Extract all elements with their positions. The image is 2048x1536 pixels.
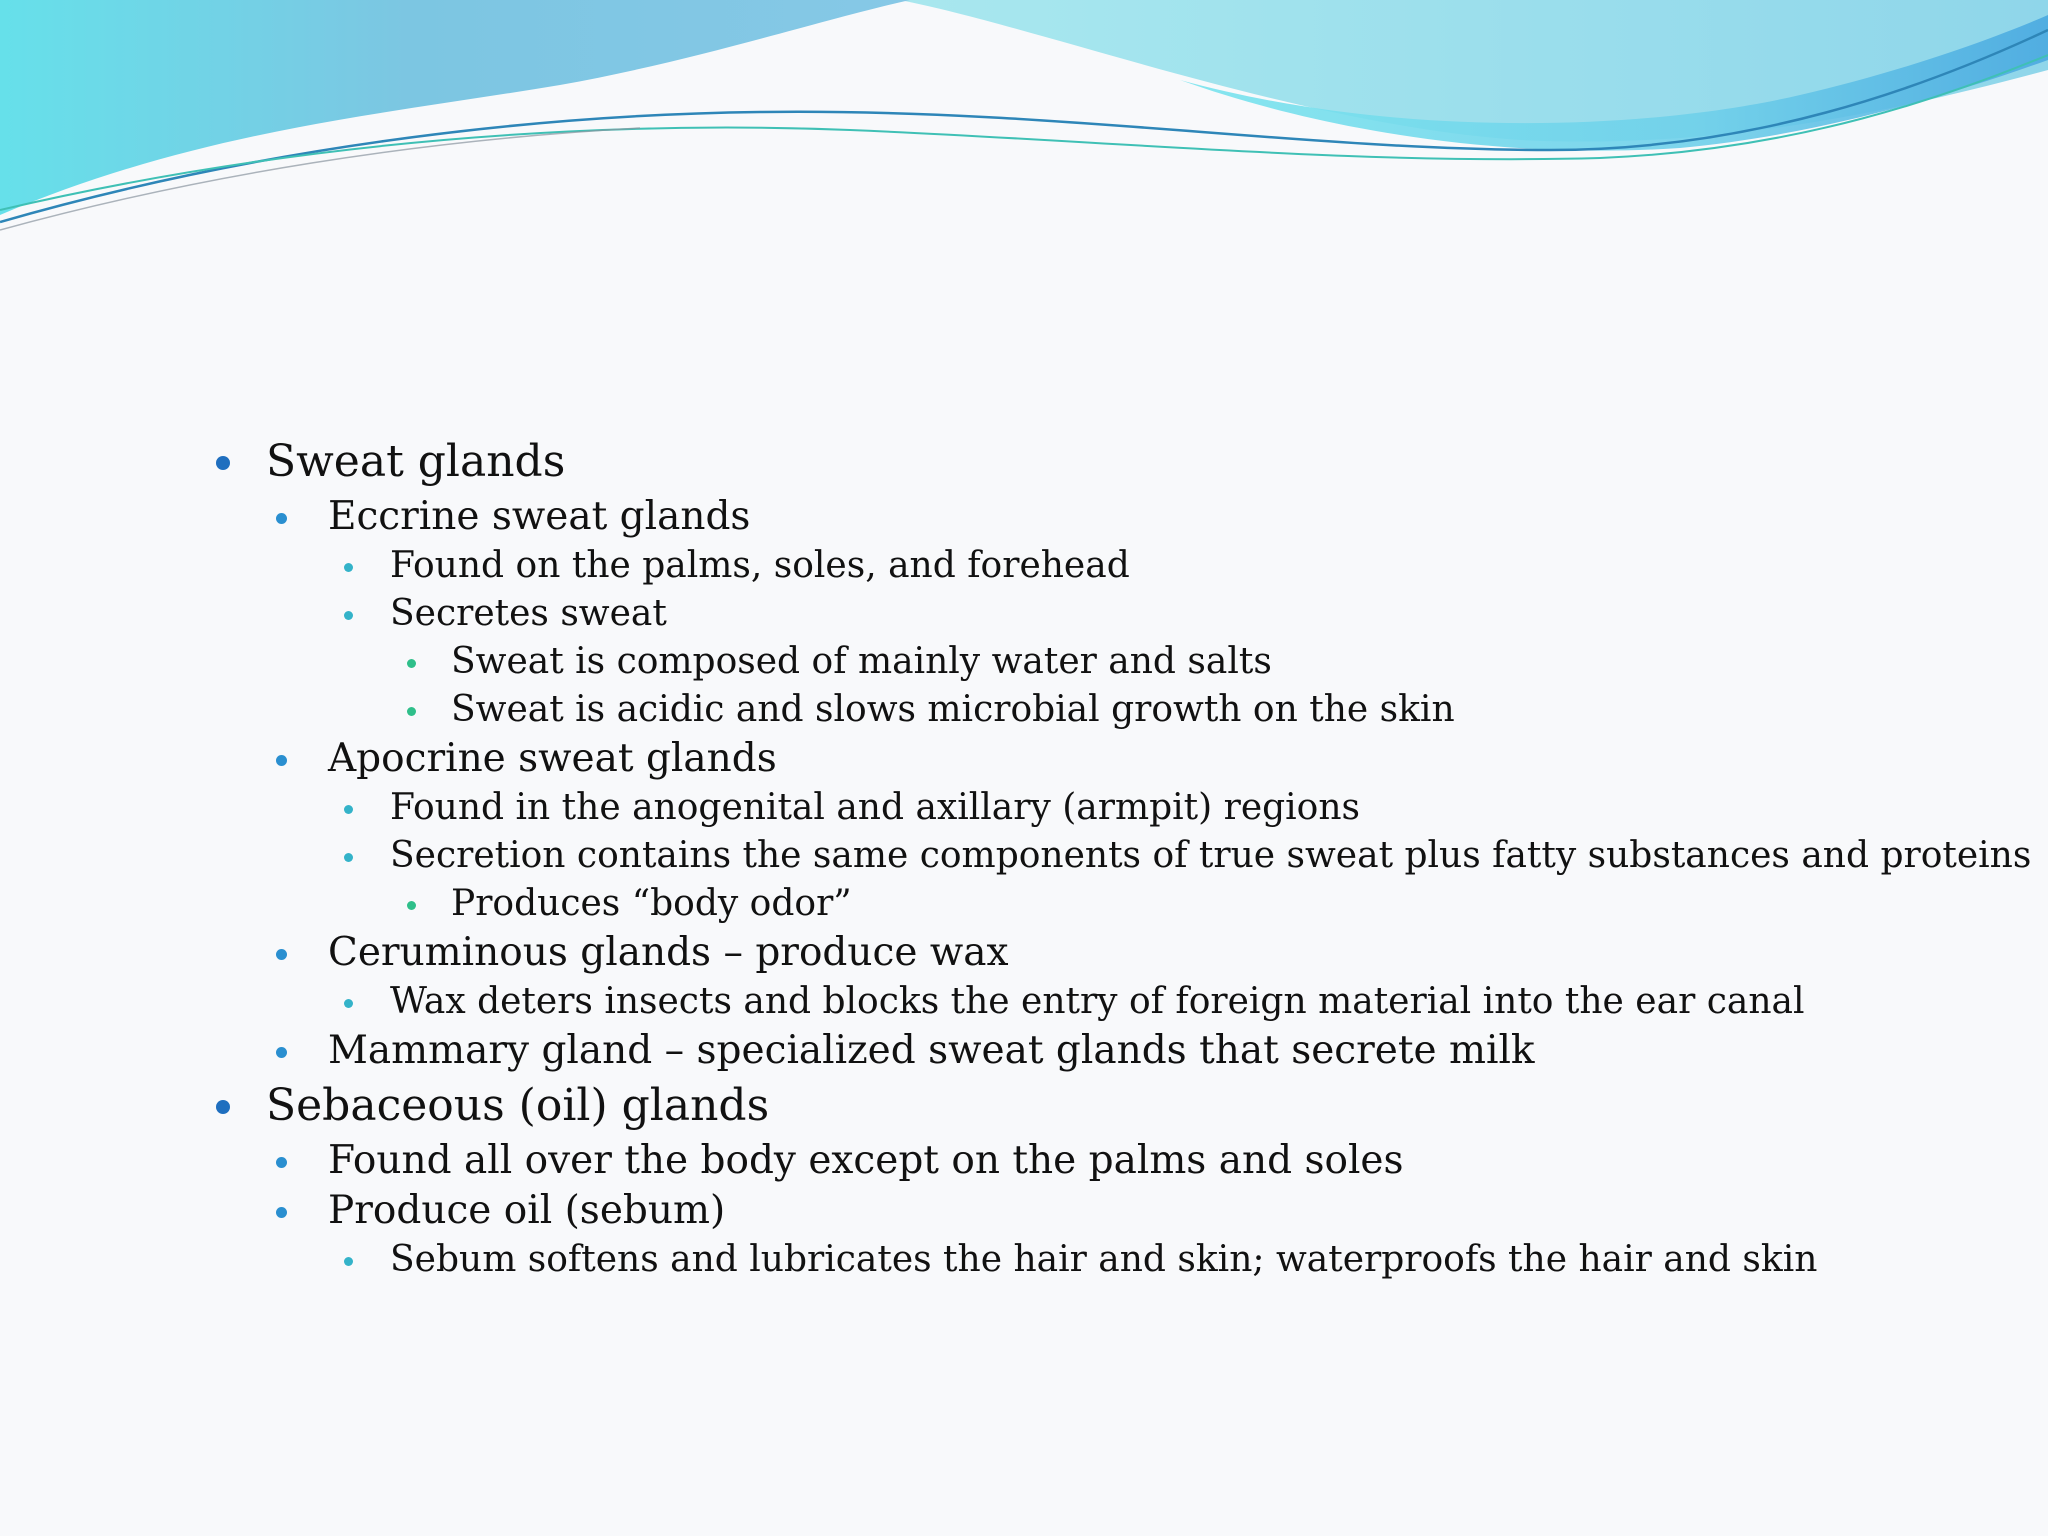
- bullet-dot-icon: [344, 563, 353, 572]
- bullet-dot-icon: [276, 1157, 287, 1168]
- list-item: [210, 590, 2010, 638]
- bullet-dot-icon: [276, 949, 287, 960]
- bullet-dot-icon: [276, 1047, 287, 1058]
- list-item: [210, 432, 2010, 492]
- bullet-dot-icon: [276, 1207, 287, 1218]
- list-item: [210, 542, 2010, 590]
- list-item-text: Sebaceous (oil) glands: [266, 1080, 770, 1131]
- list-item-text: Found on the palms, soles, and forehead: [390, 545, 1130, 586]
- list-item-text: Produces “body odor”: [451, 883, 852, 924]
- bullet-dot-icon: [216, 1100, 230, 1114]
- list-item: [210, 1136, 2010, 1186]
- list-item: [210, 1026, 2010, 1076]
- bullet-dot-icon: [276, 513, 287, 524]
- bullet-dot-icon: [344, 853, 353, 862]
- list-item-text: Eccrine sweat glands: [328, 494, 751, 539]
- bullet-dot-icon: [407, 659, 416, 668]
- list-item-text: Apocrine sweat glands: [328, 736, 777, 781]
- list-item-text: Mammary gland – specialized sweat glands that secrete milk: [328, 1028, 1535, 1073]
- bullet-dot-icon: [344, 611, 353, 620]
- list-item-text: Wax deters insects and blocks the entry of foreign material into the ear canal: [390, 981, 1805, 1022]
- list-item-text: Secretion contains the same components of true sweat plus fatty substances and proteins: [390, 835, 2032, 876]
- list-item: [210, 784, 2010, 832]
- bullet-dot-icon: [407, 707, 416, 716]
- bullet-dot-icon: [276, 755, 287, 766]
- list-item: [210, 832, 2032, 880]
- list-item: [210, 1076, 2010, 1136]
- header-wave-decoration: [0, 0, 2048, 240]
- bullet-dot-icon: [344, 1257, 353, 1266]
- list-item-text: Secretes sweat: [390, 593, 667, 634]
- list-item: [210, 1236, 2010, 1284]
- list-item-text: Sweat is composed of mainly water and salts: [451, 641, 1272, 682]
- list-item-text: Found all over the body except on the palms and soles: [328, 1138, 1404, 1183]
- list-item-text: Found in the anogenital and axillary (armpit) regions: [390, 787, 1361, 828]
- list-item-text: Ceruminous glands – produce wax: [328, 930, 1009, 975]
- wave-main-shape: [0, 0, 910, 215]
- bullet-dot-icon: [216, 456, 230, 470]
- list-item-text: Sebum softens and lubricates the hair and skin; waterproofs the hair and skin: [390, 1239, 1818, 1280]
- list-item: [210, 1186, 2010, 1236]
- bullet-dot-icon: [344, 999, 353, 1008]
- list-item: [210, 638, 2010, 686]
- list-item-text: Produce oil (sebum): [328, 1188, 726, 1233]
- bullet-dot-icon: [407, 901, 416, 910]
- list-item-text: Sweat is acidic and slows microbial growth on the skin: [451, 689, 1455, 730]
- list-item: [210, 686, 2010, 734]
- list-item: [210, 880, 2010, 928]
- list-item: [210, 492, 2010, 542]
- list-item: [210, 978, 2010, 1026]
- bullet-dot-icon: [344, 805, 353, 814]
- list-item: [210, 928, 2010, 978]
- bullet-list: [210, 432, 2032, 1284]
- list-item-text: Sweat glands: [266, 436, 566, 487]
- list-item: [210, 734, 2010, 784]
